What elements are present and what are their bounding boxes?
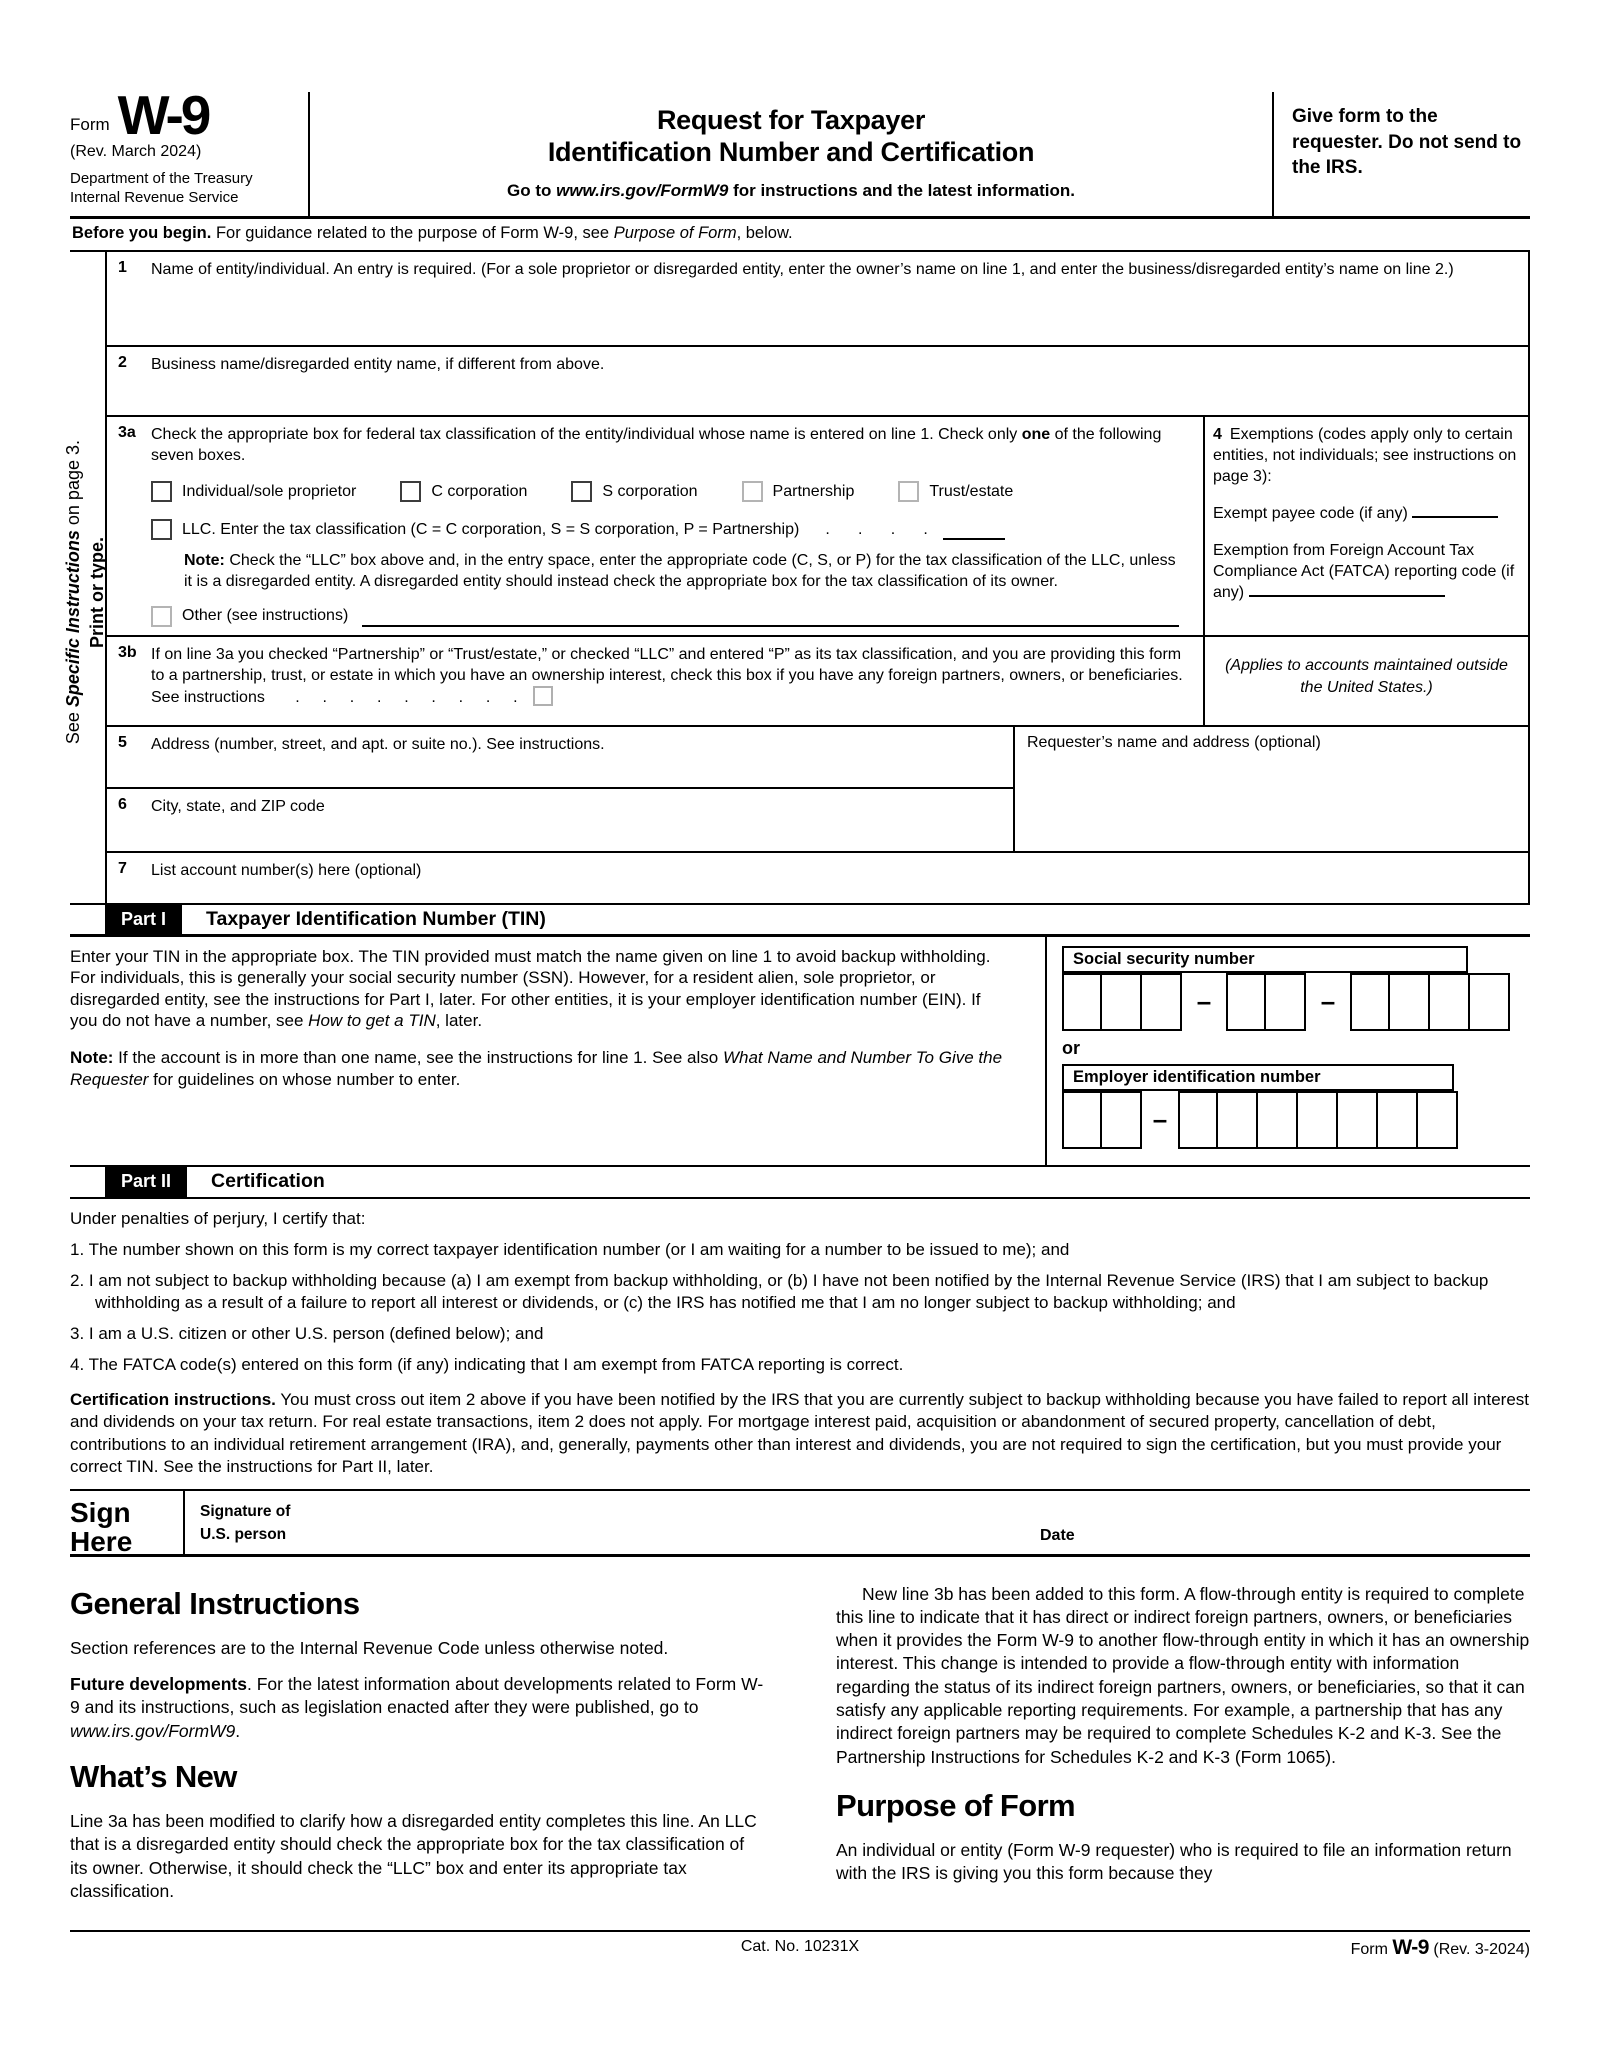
option-individual[interactable]: [151, 481, 356, 502]
label-other: Other (see instructions): [182, 607, 349, 625]
line5-row: [107, 727, 1013, 789]
line2-business-name-field[interactable]: [149, 347, 1528, 415]
checkbox-foreign-partners[interactable]: [533, 686, 553, 706]
print-or-type-sidebar: [63, 282, 107, 903]
exempt-payee-row: [1213, 503, 1518, 524]
line1-label: Name of entity/individual. An entry is required. (For a sole proprietor or disregarded entity, enter the owner’s name on line 1, and enter the business/disregarded entity’s name on line 2.): [151, 260, 1454, 278]
part2-badge: Part II: [105, 1167, 187, 1197]
part1-title: Taxpayer Identification Number (TIN): [206, 907, 546, 930]
tin-text1: Enter your TIN in the appropriate box. The TIN provided must match the name given on line 1 to avoid backup withholding. For individuals, this is generally your social security number (SSN). However, for a resident alien, sole proprietor, or disregarded entity, see the instructions for Part I, later. For other entities, it is your employer identification number (EIN). If you do not have a number, see: [70, 946, 991, 1031]
section-references-paragraph: Section references are to the Internal Revenue Code unless otherwise noted.: [70, 1637, 669, 1658]
ssn-digit-box[interactable]: [1430, 973, 1470, 1031]
option-c-corporation[interactable]: [400, 481, 527, 502]
goto-suffix: for instructions and the latest information.: [728, 180, 1075, 200]
ssn-digit-box[interactable]: [1390, 973, 1430, 1031]
goto-prefix: Go to: [507, 180, 557, 200]
ssn-group1: [1062, 973, 1182, 1031]
ssn-digit-box[interactable]: [1350, 973, 1390, 1031]
form-header: [70, 84, 1530, 219]
tin-italic: How to get a TIN: [308, 1011, 436, 1031]
date-label: Date: [1040, 1526, 1075, 1544]
part2-header: [70, 1165, 1530, 1199]
label-s-corporation: S corporation: [602, 482, 698, 500]
purpose-of-form-paragraph: An individual or entity (Form W-9 requester) who is required to file an information return with the IRS is giving you this form because they: [836, 1840, 1512, 1884]
option-partnership[interactable]: [742, 481, 855, 502]
footer-form-word: Form: [1350, 1941, 1393, 1959]
title-line2: Identification Number and Certification: [547, 137, 1035, 168]
ein-boxes: [1062, 1091, 1530, 1149]
line3a-section: [107, 417, 1203, 637]
tin-text2: , later.: [435, 1011, 483, 1031]
ssn-group2: [1226, 973, 1306, 1031]
footer-form-number: W-9: [1392, 1936, 1429, 1960]
ein-group2: [1178, 1091, 1458, 1149]
form-number: W-9: [117, 84, 209, 146]
option-llc: [151, 519, 1193, 540]
tin-note: [70, 1047, 1005, 1090]
future-developments-paragraph: [70, 1673, 764, 1743]
or-label: or: [1062, 1037, 1080, 1058]
line4-exemptions-section: [1205, 417, 1528, 637]
line3b-dot-leader: . . . . . . . . .: [295, 688, 519, 706]
ssn-boxes: [1062, 973, 1530, 1031]
line5-label: Address (number, street, and apt. or suite no.). See instructions.: [151, 735, 605, 753]
certification-item-4: 4. The FATCA code(s) entered on this form (if any) indicating that I am exempt from FATCA reporting is correct.: [70, 1355, 904, 1375]
label-individual: Individual/sole proprietor: [182, 482, 357, 500]
signature-area: [183, 1491, 1530, 1554]
ssn-dash: –: [1320, 986, 1336, 1017]
ein-digit-box[interactable]: [1102, 1091, 1142, 1149]
tin-note-italic: What Name and Number To Give the Requester: [70, 1048, 1003, 1089]
instructions-section: [70, 1583, 1530, 1917]
checkbox-individual-sole-proprietor[interactable]: [151, 481, 172, 502]
address-rows: [107, 727, 1528, 853]
footer-form-id: [1351, 1936, 1530, 1960]
checkbox-partnership[interactable]: [742, 481, 763, 502]
ein-digit-box[interactable]: [1418, 1091, 1458, 1149]
ssn-digit-box[interactable]: [1266, 973, 1306, 1031]
sidebar-see: See: [62, 707, 83, 745]
future-developments-bold: Future developments: [70, 1674, 247, 1695]
tin-note-bold: Note:: [70, 1048, 114, 1068]
option-s-corporation[interactable]: [571, 481, 697, 502]
footer-revision: (Rev. 3-2024): [1428, 1941, 1530, 1959]
line6-number: 6: [118, 795, 127, 813]
line2-label: Business name/disregarded entity name, if different from above.: [151, 355, 605, 373]
checkbox-other[interactable]: [151, 606, 172, 627]
goto-line: [334, 181, 1248, 201]
form-title-block: [310, 92, 1274, 216]
line5-number: 5: [118, 733, 127, 751]
certification-item-1: 1. The number shown on this form is my correct taxpayer identification number (or I am waiting for a number to be issued to me); and: [70, 1239, 1070, 1259]
part2-title: Certification: [211, 1170, 325, 1193]
llc-note: [151, 550, 1193, 592]
ssn-digit-box[interactable]: [1062, 973, 1102, 1031]
option-other: [151, 605, 1193, 626]
part2-body: [70, 1199, 1530, 1478]
before-text2: , below.: [736, 223, 793, 242]
exempt-payee-entry[interactable]: [1412, 516, 1498, 518]
sign-here-label: [70, 1491, 183, 1558]
line6-row: [107, 789, 1013, 851]
sign-word: Sign: [70, 1496, 131, 1528]
tin-entry-column: [1045, 937, 1530, 1165]
catalog-number: Cat. No. 10231X: [740, 1938, 860, 1956]
future-developments-period: .: [235, 1720, 241, 1741]
before-bold: Before you begin.: [72, 223, 212, 242]
fatca-row: [1213, 540, 1518, 603]
line6-city-field[interactable]: [149, 789, 1013, 851]
ein-digit-box[interactable]: [1298, 1091, 1338, 1149]
applies-text: (Applies to accounts maintained outside the United States.): [1225, 656, 1508, 697]
cert-instructions-bold: Certification instructions.: [70, 1390, 276, 1410]
sidebar-page3: on page 3.: [62, 440, 83, 531]
ein-digit-box[interactable]: [1178, 1091, 1218, 1149]
future-developments-text: . For the latest information about developments related to Form W-9 and its instructions, such as legislation enacted after they were published, go to: [70, 1674, 764, 1718]
ssn-dash: –: [1196, 986, 1212, 1017]
before-text1: For guidance related to the purpose of Form W-9, see: [211, 223, 614, 242]
line6-label: City, state, and ZIP code: [151, 797, 325, 815]
checkbox-c-corporation[interactable]: [400, 481, 421, 502]
tin-paragraph: [70, 946, 1005, 1032]
before-italic: Purpose of Form: [613, 223, 737, 242]
department-line1: Department of the Treasury: [70, 169, 253, 187]
future-developments-url[interactable]: www.irs.gov/FormW9: [70, 1720, 236, 1741]
sidebar-print-or-type: Print or type.: [86, 536, 107, 648]
certification-instructions: [70, 1389, 1530, 1477]
other-entry-line[interactable]: [362, 607, 1179, 627]
give-form-text: Give form to the requester. Do not send to the IRS.: [1292, 106, 1522, 179]
ssn-label-box: Social security number: [1062, 946, 1468, 973]
ein-digit-box[interactable]: [1258, 1091, 1298, 1149]
classification-row: [107, 417, 1528, 727]
llc-dot-leader: . . . .: [825, 521, 929, 539]
llc-note-bold: Note:: [184, 552, 225, 570]
line3b-explanation-paragraph: New line 3b has been added to this form. A flow-through entity is required to complete this line to indicate that it has direct or indirect foreign partners, owners, or beneficiaries when it provides the Form W-9 to another flow-through entity in which it has an ownership interest. This change is intended to provide a flow-through entity with information regarding the status of its indirect foreign partners, owners, or beneficiaries, so that it can satisfy any applicable reporting requirements. For example, a partnership that has any indirect foreign partners may be required to complete Schedules K-2 and K-3. See the Partnership Instructions for Schedules K-2 and K-3 (Form 1065).: [836, 1583, 1530, 1767]
line7-account-field[interactable]: [149, 853, 1528, 903]
before-you-begin: [70, 219, 1530, 252]
ein-digit-box[interactable]: [1218, 1091, 1258, 1149]
part1-body: [70, 937, 1530, 1165]
tax-classification-options: [151, 481, 1193, 502]
option-trust-estate[interactable]: [898, 481, 1013, 502]
title-line1: Request for Taxpayer: [656, 105, 926, 135]
line1-number: 1: [118, 258, 127, 276]
general-instructions-heading: General Instructions: [70, 1585, 360, 1621]
sidebar-instructions-text: [63, 440, 84, 744]
ein-digit-box[interactable]: [1062, 1091, 1102, 1149]
us-person-label: U.S. person: [200, 1525, 287, 1543]
revision-date: (Rev. March 2024): [70, 142, 202, 160]
line3b-number: 3b: [118, 643, 137, 661]
tin-note-text1: If the account is in more than one name, see the instructions for line 1. See also: [113, 1048, 723, 1068]
whats-new-paragraph: Line 3a has been modified to clarify how a disregarded entity completes this line. An LLC that is a disregarded entity should check the appropriate box for the tax classification of its owner. Otherwise, it should check the “LLC” box and enter its appropriate tax classification.: [70, 1811, 757, 1901]
ssn-digit-box[interactable]: [1142, 973, 1182, 1031]
label-trust-estate: Trust/estate: [929, 482, 1014, 500]
ein-dash: –: [1152, 1104, 1168, 1135]
label-llc: LLC. Enter the tax classification (C = C corporation, S = S corporation, P = Partnership): [182, 521, 800, 539]
cert-instructions-text: You must cross out item 2 above if you have been notified by the IRS that you are currently subject to backup withholding because you have failed to report all interest and dividends on your tax return. For real estate transactions, item 2 does not apply. For mortgage interest paid, acquisition or abandonment of secured property, cancellation of debt, contributions to an individual retirement arrangement (IRA), and, generally, payments other than interest and dividends, you are not required to sign the certification, but you must provide your correct TIN. See the instructions for Part II, later.: [70, 1390, 1529, 1476]
fatca-entry[interactable]: [1249, 595, 1445, 597]
label-c-corporation: C corporation: [431, 482, 528, 500]
line3a-text1: Check the appropriate box for federal tax classification of the entity/individual whose name is entered on line 1. Check only: [151, 425, 1022, 443]
part1-header: [70, 903, 1530, 937]
line3a-number: 3a: [118, 423, 136, 441]
llc-note-text: Check the “LLC” box above and, in the entry space, enter the appropriate code (C, S, or P) for the tax classification of the LLC, unless it is a disregarded entity. A disregarded entity should instead check the appropriate box for the tax classification of its owner.: [184, 552, 1176, 591]
signature-input-area[interactable]: [385, 1501, 660, 1546]
checkbox-trust-estate[interactable]: [898, 481, 919, 502]
instructions-left-column: [70, 1583, 764, 1917]
sidebar-specific-instructions: Specific Instructions: [62, 530, 83, 708]
applies-note: [1205, 637, 1528, 725]
exempt-payee-label: Exempt payee code (if any): [1213, 505, 1408, 523]
ein-group1: [1062, 1091, 1142, 1149]
give-form-block: [1274, 92, 1530, 216]
line1-row: [107, 252, 1528, 347]
instructions-right-column: [836, 1583, 1530, 1917]
line7-row: [107, 853, 1528, 903]
line7-label: List account number(s) here (optional): [151, 861, 422, 879]
certification-item-3: 3. I am a U.S. citizen or other U.S. person (defined below); and: [70, 1324, 544, 1344]
label-partnership: Partnership: [772, 482, 855, 500]
ein-label-box: Employer identification number: [1062, 1064, 1454, 1091]
llc-classification-entry[interactable]: [943, 520, 1005, 540]
ein-digit-box[interactable]: [1378, 1091, 1418, 1149]
form-id-block: [70, 84, 310, 216]
requester-label: Requester’s name and address (optional): [1027, 733, 1321, 751]
line4-label: Exemptions (codes apply only to certain entities, not individuals; see instructions on page 3):: [1213, 425, 1517, 485]
checkbox-llc[interactable]: [151, 519, 172, 540]
line3b-section: [107, 637, 1203, 725]
line3a-bold-one: one: [1021, 425, 1051, 443]
whats-new-heading: What’s New: [70, 1758, 237, 1794]
line1-name-field[interactable]: [149, 252, 1528, 345]
purpose-of-form-heading: Purpose of Form: [836, 1787, 1076, 1823]
sign-here-section: [70, 1489, 1530, 1557]
requester-field[interactable]: [1015, 727, 1528, 851]
line4-number: 4: [1213, 425, 1222, 443]
line3a-text2: of the following seven boxes.: [151, 425, 1162, 464]
page-footer: [70, 1930, 1530, 1966]
line5-address-field[interactable]: [149, 727, 1013, 787]
line2-row: [107, 347, 1528, 417]
line7-number: 7: [118, 859, 127, 877]
tin-note-text2: for guidelines on whose number to enter.: [148, 1069, 461, 1089]
ssn-digit-box[interactable]: [1470, 973, 1510, 1031]
part1-badge: Part I: [105, 905, 182, 934]
ssn-group3: [1350, 973, 1510, 1031]
form-grid: [62, 252, 1530, 903]
irs-url-link[interactable]: www.irs.gov/FormW9: [556, 180, 729, 200]
certification-item-2: 2. I am not subject to backup withholding because (a) I am exempt from backup withholding, or (b) I have not been notified by the Internal Revenue Service (IRS) that I am subject to backup withholding as a result of a failure to report all interest or dividends, or (c) the IRS has notified me that I am no longer subject to backup withholding; and: [70, 1270, 1489, 1313]
line3b-text: If on line 3a you checked “Partnership” or “Trust/estate,” or checked “LLC” and entered “P” as its tax classification, and you are providing this form to a partnership, trust, or estate in which you have an ownership interest, check this box if you have any foreign partners, owners, or beneficiaries. See instructions: [151, 645, 1183, 706]
form-word: Form: [70, 114, 110, 134]
checkbox-s-corporation[interactable]: [571, 481, 592, 502]
here-word: Here: [70, 1526, 133, 1558]
ssn-digit-box[interactable]: [1102, 973, 1142, 1031]
date-input-area[interactable]: [1095, 1501, 1520, 1546]
ssn-digit-box[interactable]: [1226, 973, 1266, 1031]
department-line2: Internal Revenue Service: [70, 189, 239, 207]
line2-number: 2: [118, 353, 127, 371]
fatca-label: Exemption from Foreign Account Tax Compliance Act (FATCA) reporting code (if any): [1213, 542, 1515, 602]
ein-digit-box[interactable]: [1338, 1091, 1378, 1149]
certification-intro: Under penalties of perjury, I certify that:: [70, 1208, 366, 1228]
signature-of-label: Signature of: [200, 1502, 291, 1520]
